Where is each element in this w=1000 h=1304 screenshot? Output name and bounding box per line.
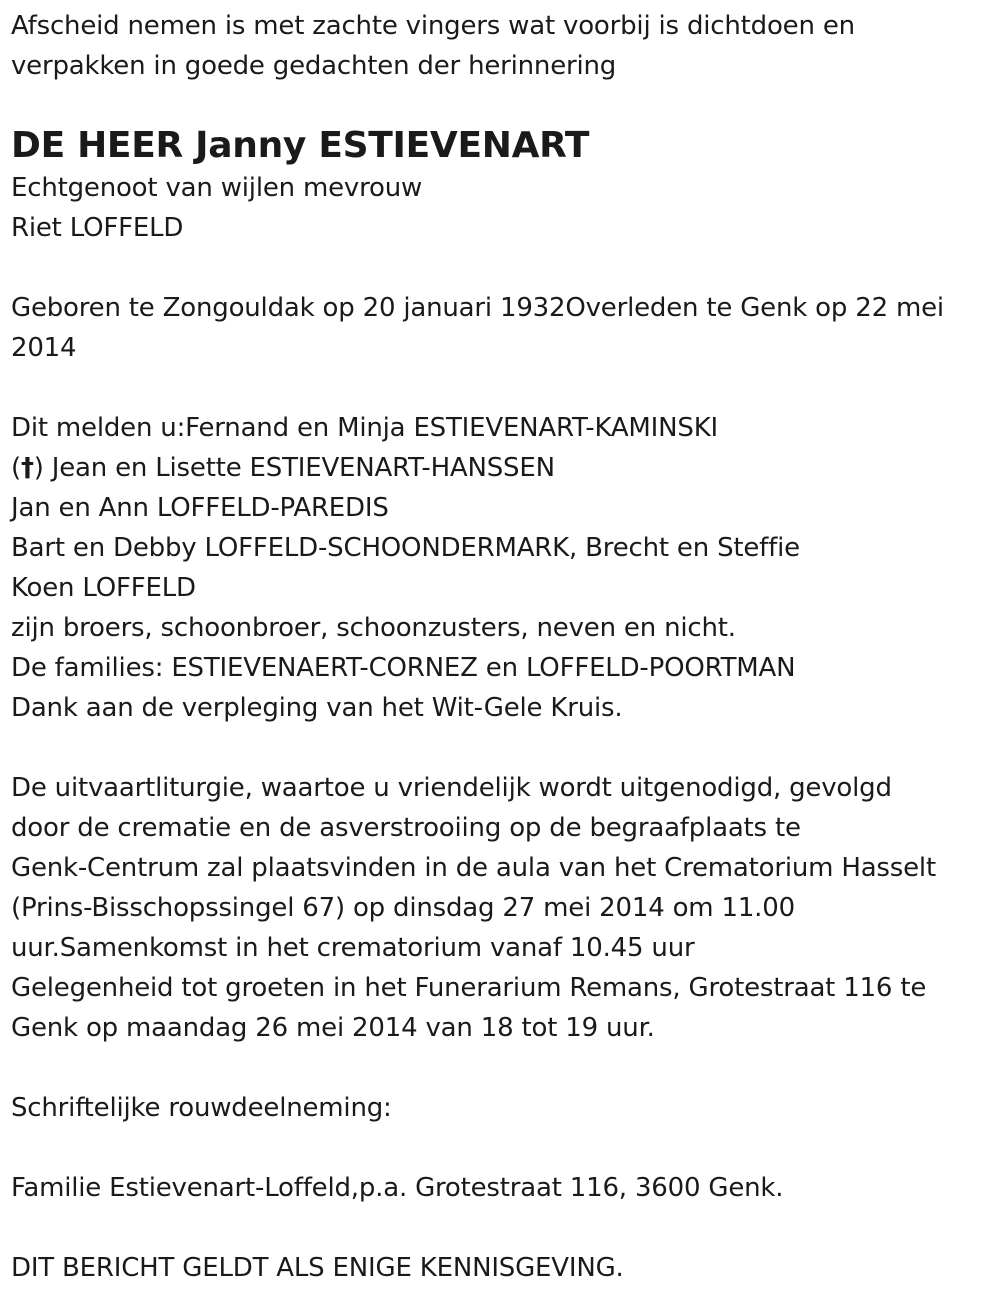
intro-line-1: Afscheid nemen is met zachte vingers wat voorbij is dichtdoen en: [11, 11, 855, 41]
family-line-2: [11, 448, 986, 488]
condolence-label: Schriftelijke rouwdeelneming:: [11, 1093, 392, 1123]
funeral-line-3: Genk-Centrum zal plaatsvinden in de aula van het Crematorium Hasselt: [11, 853, 936, 883]
family-line-1: Dit melden u:Fernand en Minja ESTIEVENART-KAMINSKI: [11, 413, 719, 443]
spacer: [11, 728, 986, 768]
notice-line: DIT BERICHT GELDT ALS ENIGE KENNISGEVING.: [11, 1253, 624, 1283]
spouse-line-1: Echtgenoot van wijlen mevrouw: [11, 173, 423, 203]
family-address: Familie Estievenart-Loffeld,p.a. Grotestraat 116, 3600 Genk.: [11, 1173, 784, 1203]
spacer: [11, 248, 986, 288]
family-line-3: Jan en Ann LOFFELD-PAREDIS: [11, 493, 389, 523]
intro-line-2: verpakken in goede gedachten der herinnering: [11, 51, 617, 81]
funeral-line-7: Genk op maandag 26 mei 2014 van 18 tot 19 uur.: [11, 1013, 655, 1043]
cross-icon: †: [20, 453, 34, 483]
family-line-6: zijn broers, schoonbroer, schoonzusters, neven en nicht.: [11, 613, 736, 643]
funeral-line-6: Gelegenheid tot groeten in het Funerarium Remans, Grotestraat 116 te: [11, 973, 927, 1003]
spouse-line-2: Riet LOFFELD: [11, 213, 184, 243]
spacer: [11, 1128, 986, 1168]
spacer: [11, 368, 986, 408]
family-line-2-text: ) Jean en Lisette ESTIEVENART-HANSSEN: [33, 453, 555, 483]
obituary-document: [11, 6, 986, 1288]
spacer: [11, 1048, 986, 1088]
family-line-8: Dank aan de verpleging van het Wit-Gele Kruis.: [11, 693, 623, 723]
funeral-line-4: (Prins-Bisschopssingel 67) op dinsdag 27 mei 2014 om 11.00: [11, 893, 795, 923]
paren-open: (: [11, 453, 21, 483]
deceased-name: DE HEER Janny ESTIEVENART: [11, 125, 590, 166]
funeral-line-2: door de crematie en de asverstrooiing op de begraafplaats te: [11, 813, 801, 843]
funeral-line-1: De uitvaartliturgie, waartoe u vriendelijk wordt uitgenodigd, gevolgd: [11, 773, 892, 803]
spacer: [11, 1208, 986, 1248]
dates-line-2: 2014: [11, 333, 77, 363]
family-line-5: Koen LOFFELD: [11, 573, 196, 603]
dates-line-1: Geboren te Zongouldak op 20 januari 1932Overleden te Genk op 22 mei: [11, 293, 944, 323]
family-line-4: Bart en Debby LOFFELD-SCHOONDERMARK, Brecht en Steffie: [11, 533, 800, 563]
funeral-line-5: uur.Samenkomst in het crematorium vanaf 10.45 uur: [11, 933, 695, 963]
family-line-7: De families: ESTIEVENAERT-CORNEZ en LOFFELD-POORTMAN: [11, 653, 796, 683]
